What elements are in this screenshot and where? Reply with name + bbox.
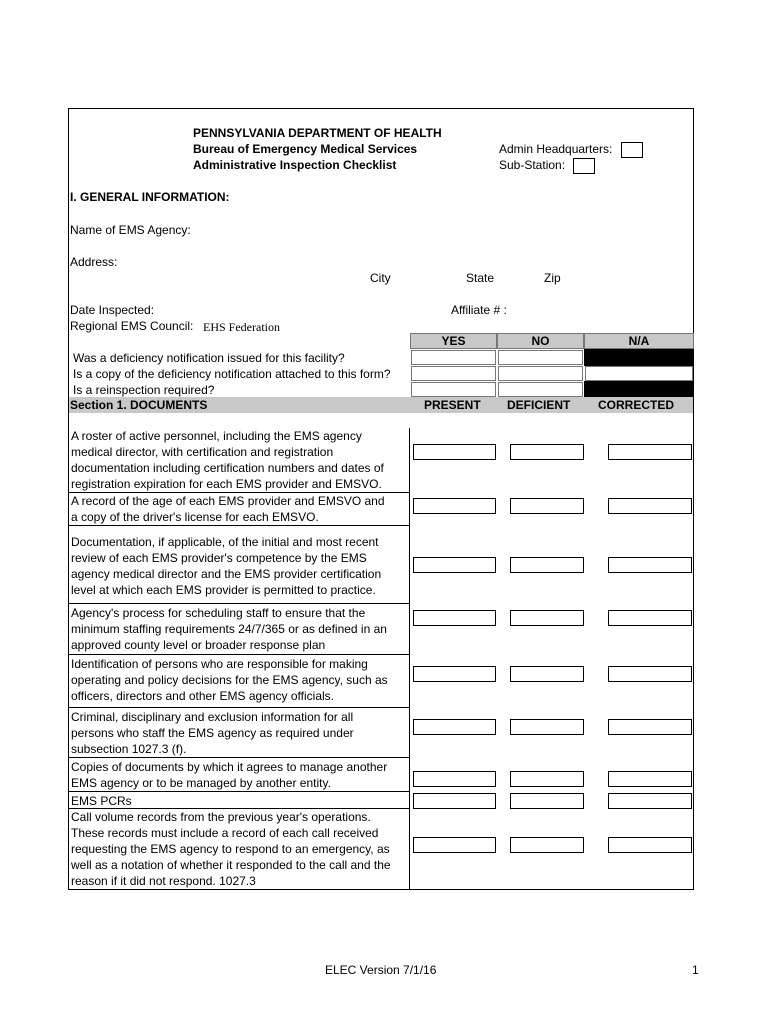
- responsible-persons-deficient-box[interactable]: [510, 666, 584, 682]
- doc-item-line: A record of the age of each EMS provider and EMSVO and: [71, 494, 385, 508]
- city-label: City: [370, 271, 391, 285]
- competence-corrected-box[interactable]: [608, 557, 692, 573]
- q3-na-blocked: [584, 381, 694, 398]
- corrected-column-header: CORRECTED: [598, 398, 675, 412]
- doc-item-management-docs: [69, 759, 410, 792]
- q1-na-blocked: [584, 349, 694, 366]
- management-docs-corrected-box[interactable]: [608, 771, 692, 787]
- doc-item-line: Documentation, if applicable, of the initial and most recent: [71, 535, 379, 549]
- pcrs-corrected-box[interactable]: [608, 793, 692, 809]
- doc-item-line: approved county level or broader response plan: [71, 638, 326, 652]
- doc-item-line: review of each EMS provider's competence by the EMS: [71, 551, 367, 565]
- agency-name-label: Name of EMS Agency:: [70, 223, 191, 237]
- doc-item-age-record: [69, 493, 410, 526]
- competence-present-box[interactable]: [413, 557, 496, 573]
- doc-item-line: Copies of documents by which it agrees to manage another: [71, 760, 388, 774]
- age-record-corrected-box[interactable]: [608, 498, 692, 514]
- criminal-info-present-box[interactable]: [413, 719, 496, 735]
- checklist-title: Administrative Inspection Checklist: [193, 158, 397, 172]
- version-label: ELEC Version 7/1/16: [325, 963, 437, 977]
- no-column-header: NO: [497, 333, 584, 349]
- substation-checkbox[interactable]: [573, 158, 595, 174]
- doc-item-line: A roster of active personnel, including the EMS agency: [71, 429, 362, 443]
- responsible-persons-corrected-box[interactable]: [608, 666, 692, 682]
- doc-item-roster: [69, 428, 410, 493]
- doc-item-line: well as a notation of whether it responded to the call and the: [71, 858, 391, 872]
- scheduling-present-box[interactable]: [413, 610, 496, 626]
- roster-corrected-box[interactable]: [608, 444, 692, 460]
- regional-council-value[interactable]: EHS Federation: [203, 320, 280, 334]
- na-column-header: N/A: [584, 333, 694, 349]
- age-record-present-box[interactable]: [413, 498, 496, 514]
- doc-item-line: Identification of persons who are responsible for making: [71, 657, 368, 671]
- doc-item-ems-pcrs: [69, 793, 410, 809]
- yes-column-header: YES: [410, 333, 497, 349]
- doc-item-line: operating and policy decisions for the EMS agency, such as: [71, 673, 388, 687]
- deficient-column-header: DEFICIENT: [507, 398, 571, 412]
- roster-deficient-box[interactable]: [510, 444, 584, 460]
- general-info-heading: I. GENERAL INFORMATION:: [70, 190, 230, 204]
- doc-item-scheduling: [69, 605, 410, 655]
- doc-item-line: EMS agency or to be managed by another entity.: [71, 776, 331, 790]
- call-volume-corrected-box[interactable]: [608, 837, 692, 853]
- criminal-info-corrected-box[interactable]: [608, 719, 692, 735]
- doc-item-line: Call volume records from the previous year's operations.: [71, 810, 371, 824]
- q3-no-box[interactable]: [498, 382, 583, 397]
- section1-title: Section 1. DOCUMENTS: [70, 398, 208, 412]
- address-label: Address:: [70, 255, 118, 269]
- age-record-deficient-box[interactable]: [510, 498, 584, 514]
- scheduling-corrected-box[interactable]: [608, 610, 692, 626]
- criminal-info-deficient-box[interactable]: [510, 719, 584, 735]
- management-docs-present-box[interactable]: [413, 771, 496, 787]
- doc-item-call-volume: [69, 809, 410, 890]
- doc-item-responsible-persons: [69, 656, 410, 708]
- competence-deficient-box[interactable]: [510, 557, 584, 573]
- regional-council-label: Regional EMS Council:: [70, 319, 194, 333]
- q1-yes-box[interactable]: [411, 350, 496, 365]
- doc-item-criminal-info: [69, 709, 410, 758]
- state-label: State: [466, 271, 495, 285]
- q2-yes-box[interactable]: [411, 366, 496, 381]
- q3-yes-box[interactable]: [411, 382, 496, 397]
- call-volume-present-box[interactable]: [413, 837, 496, 853]
- affiliate-label: Affiliate # :: [451, 303, 507, 317]
- question-copy-attached: Is a copy of the deficiency notification attached to this form?: [73, 367, 391, 381]
- doc-item-line: persons who staff the EMS agency as required under: [71, 726, 354, 740]
- q2-no-box[interactable]: [498, 366, 583, 381]
- doc-item-line: registration expiration for each EMS provider and EMSVO.: [71, 477, 382, 491]
- date-inspected-label: Date Inspected:: [70, 303, 155, 317]
- doc-item-line: EMS PCRs: [71, 794, 132, 808]
- roster-present-box[interactable]: [413, 444, 496, 460]
- call-volume-deficient-box[interactable]: [510, 837, 584, 853]
- pcrs-deficient-box[interactable]: [510, 793, 584, 809]
- pcrs-present-box[interactable]: [413, 793, 496, 809]
- doc-item-line: medical director, with certification and registration: [71, 445, 334, 459]
- doc-item-line: Agency's process for scheduling staff to ensure that the: [71, 606, 366, 620]
- doc-item-competence-review: [69, 533, 410, 604]
- q1-no-box[interactable]: [498, 350, 583, 365]
- page-number: 1: [692, 963, 699, 977]
- question-reinspection: Is a reinspection required?: [73, 383, 215, 397]
- doc-item-line: officers, directors and other EMS agency officials.: [71, 689, 335, 703]
- management-docs-deficient-box[interactable]: [510, 771, 584, 787]
- doc-item-line: a copy of the driver's license for each EMSVO.: [71, 510, 319, 524]
- doc-item-line: agency medical director and the EMS provider certification: [71, 567, 382, 581]
- substation-label: Sub-Station:: [499, 158, 566, 172]
- responsible-persons-present-box[interactable]: [413, 666, 496, 682]
- doc-item-line: documentation including certification numbers and dates of: [71, 461, 384, 475]
- department-title: PENNSYLVANIA DEPARTMENT OF HEALTH: [193, 126, 442, 140]
- present-column-header: PRESENT: [424, 398, 481, 412]
- question-deficiency-issued: Was a deficiency notification issued for this facility?: [73, 351, 345, 365]
- bureau-title: Bureau of Emergency Medical Services: [193, 142, 418, 156]
- doc-item-line: minimum staffing requirements 24/7/365 or as defined in an: [71, 622, 387, 636]
- doc-item-line: These records must include a record of each call received: [71, 826, 379, 840]
- scheduling-deficient-box[interactable]: [510, 610, 584, 626]
- doc-item-line: level at which each EMS provider is permitted to practice.: [71, 583, 376, 597]
- doc-item-line: Criminal, disciplinary and exclusion information for all: [71, 710, 354, 724]
- q2-na-box[interactable]: [585, 366, 693, 381]
- doc-item-line: requesting the EMS agency to respond to an emergency, as: [71, 842, 390, 856]
- zip-label: Zip: [544, 271, 561, 285]
- doc-item-line: subsection 1027.3 (f).: [71, 742, 187, 756]
- doc-item-line: reason if it did not respond. 1027.3: [71, 874, 256, 888]
- admin-hq-checkbox[interactable]: [621, 142, 643, 158]
- admin-hq-label: Admin Headquarters:: [499, 142, 613, 156]
